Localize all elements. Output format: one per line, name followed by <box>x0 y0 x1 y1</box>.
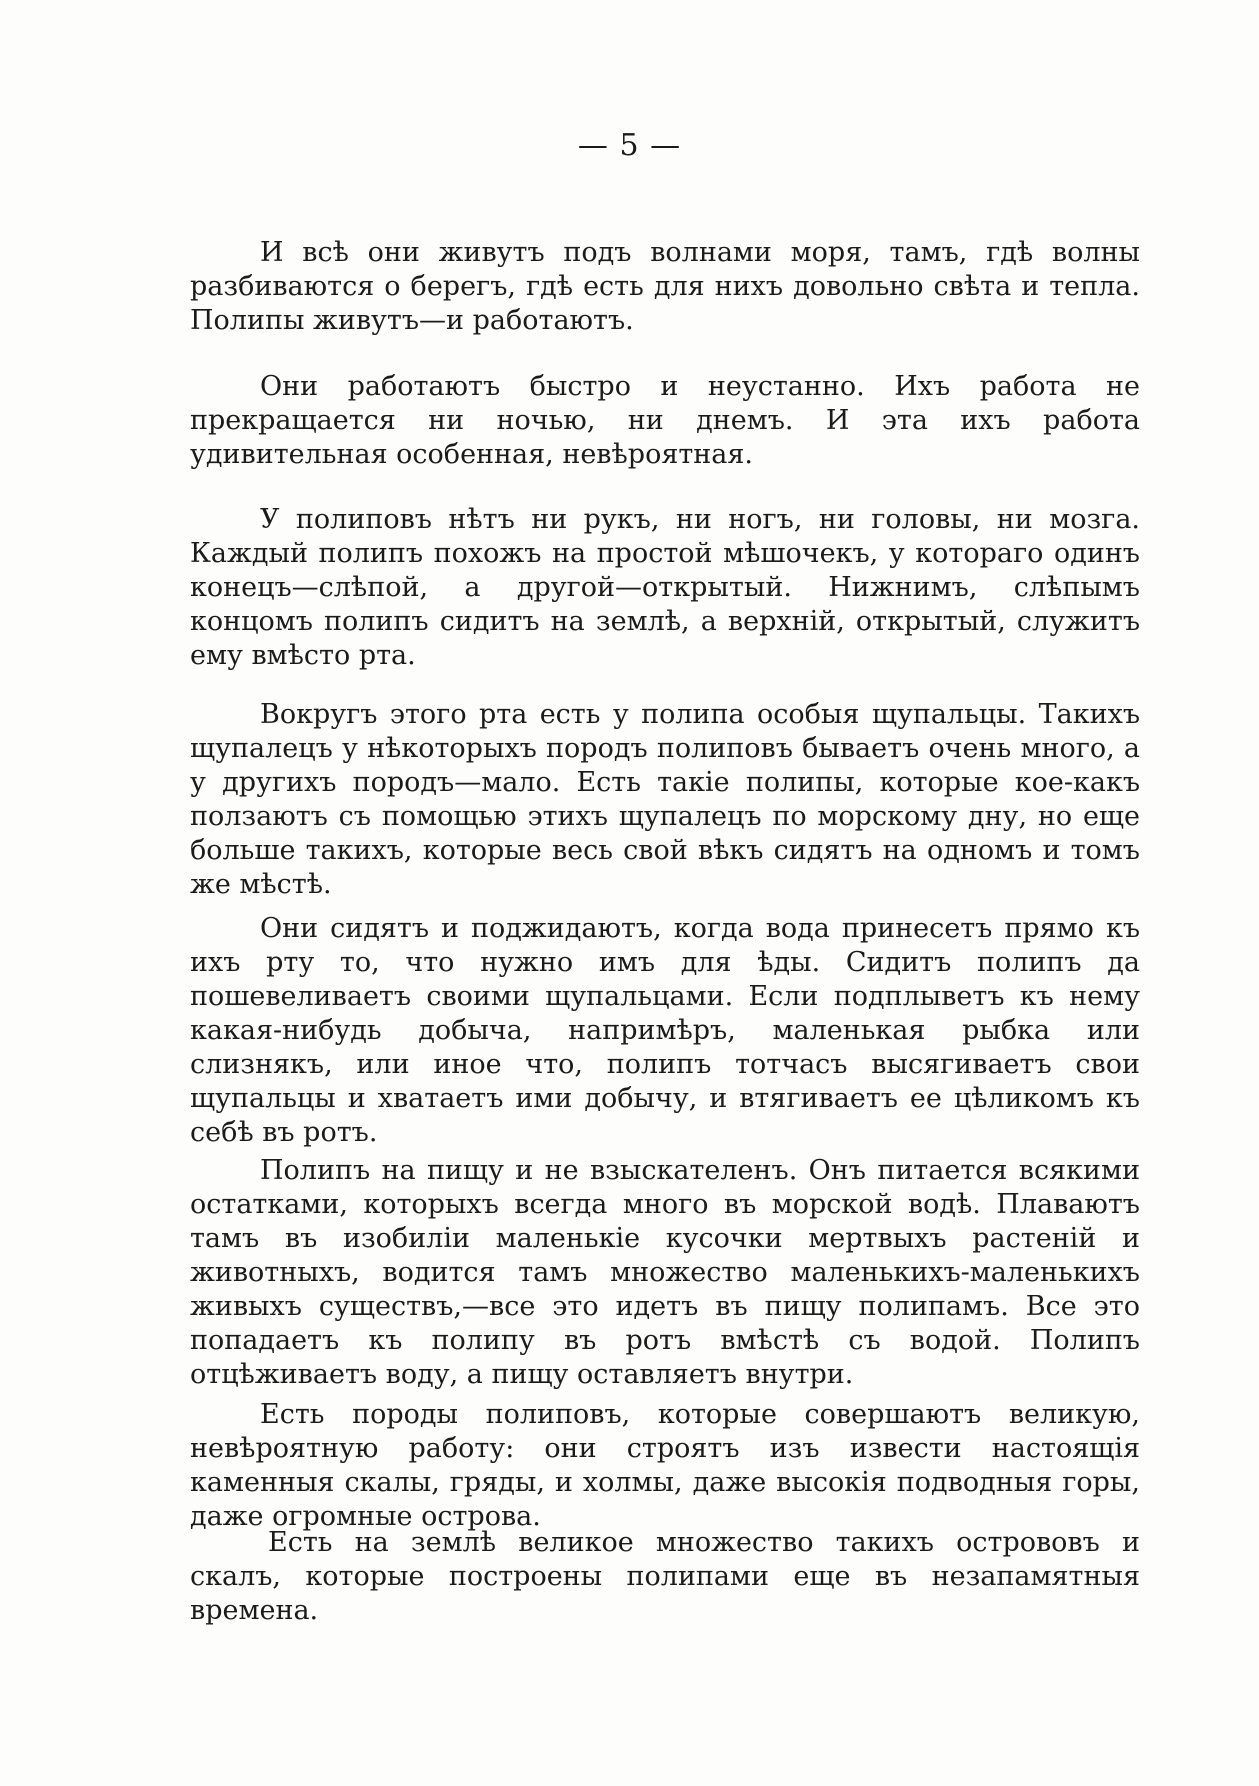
paragraph-3: У полиповъ нѣтъ ни рукъ, ни ногъ, ни головы, ни мозга. Каждый полипъ похожъ на простой мѣшочекъ, у котораго одинъ конецъ—слѣпой, а другой—открытый. Нижнимъ, слѣпымъ концомъ полипъ сидитъ на землѣ, а верхній, открытый, служитъ ему вмѣсто рта. <box>190 504 1140 671</box>
page-number: — 5 — <box>577 128 682 163</box>
paragraph-7: Есть породы полиповъ, которые совершаютъ великую, невѣроятную работу: они строятъ изъ извести настоящія каменныя скалы, гряды, и холмы, даже высокія подводныя горы, даже огромные острова. <box>190 1399 1140 1532</box>
paragraph-block <box>190 1398 1140 1534</box>
paragraph-block <box>190 1154 1140 1392</box>
paragraph-8: Есть на землѣ великое множество такихъ острововъ и скалъ, которые построены полипами еще въ незапамятныя времена. <box>190 1527 1140 1626</box>
paragraph-6: Полипъ на пищу и не взыскателенъ. Онъ питается всякими остатками, которыхъ всегда много въ морской водѣ. Плаваютъ тамъ въ изобиліи маленькіе кусочки мертвыхъ растеній и животныхъ, водится тамъ множество маленькихъ-маленькихъ живыхъ существъ,—все это идетъ въ пищу полипамъ. Все это попадаетъ къ полипу въ ротъ вмѣстѣ съ водой. Полипъ отцѣживаетъ воду, а пищу оставляетъ внутри. <box>190 1155 1140 1390</box>
paragraph-block <box>190 912 1140 1150</box>
paragraph-block <box>190 370 1140 472</box>
paragraph-1: И всѣ они живутъ подъ волнами моря, тамъ, гдѣ волны разбиваются о берегъ, гдѣ есть для нихъ довольно свѣта и тепла. Полипы живутъ—и работаютъ. <box>190 237 1140 336</box>
paragraph-5: Они сидятъ и поджидаютъ, когда вода принесетъ прямо къ ихъ рту то, что нужно имъ для ѣды. Сидитъ полипъ да пошевеливаетъ своими щупальцами. Если подплыветъ къ нему какая-нибудь добыча, напримѣръ, маленькая рыбка или слизнякъ, или иное что, полипъ тотчасъ высягиваетъ свои щупальцы и хватаетъ ими добычу, и втягиваетъ ее цѣликомъ къ себѣ въ ротъ. <box>190 913 1140 1148</box>
paragraph-2: Они работаютъ быстро и неустанно. Ихъ работа не прекращается ни ночью, ни днемъ. И эта ихъ работа удивительная особенная, невѣроятная. <box>190 371 1140 470</box>
paragraph-block <box>190 1526 1140 1628</box>
paragraph-4: Вокругъ этого рта есть у полипа особыя щупальцы. Такихъ щупалецъ у нѣкоторыхъ породъ полиповъ бываетъ очень много, а у другихъ породъ—мало. Есть такіе полипы, которые кое-какъ ползаютъ съ помощью этихъ щупалецъ по морскому дну, но еще больше такихъ, которые весь свой вѣкъ сидятъ на одномъ и томъ же мѣстѣ. <box>190 699 1140 900</box>
paragraph-block <box>190 236 1140 338</box>
paragraph-block <box>190 503 1140 673</box>
paragraph-block <box>190 698 1140 902</box>
